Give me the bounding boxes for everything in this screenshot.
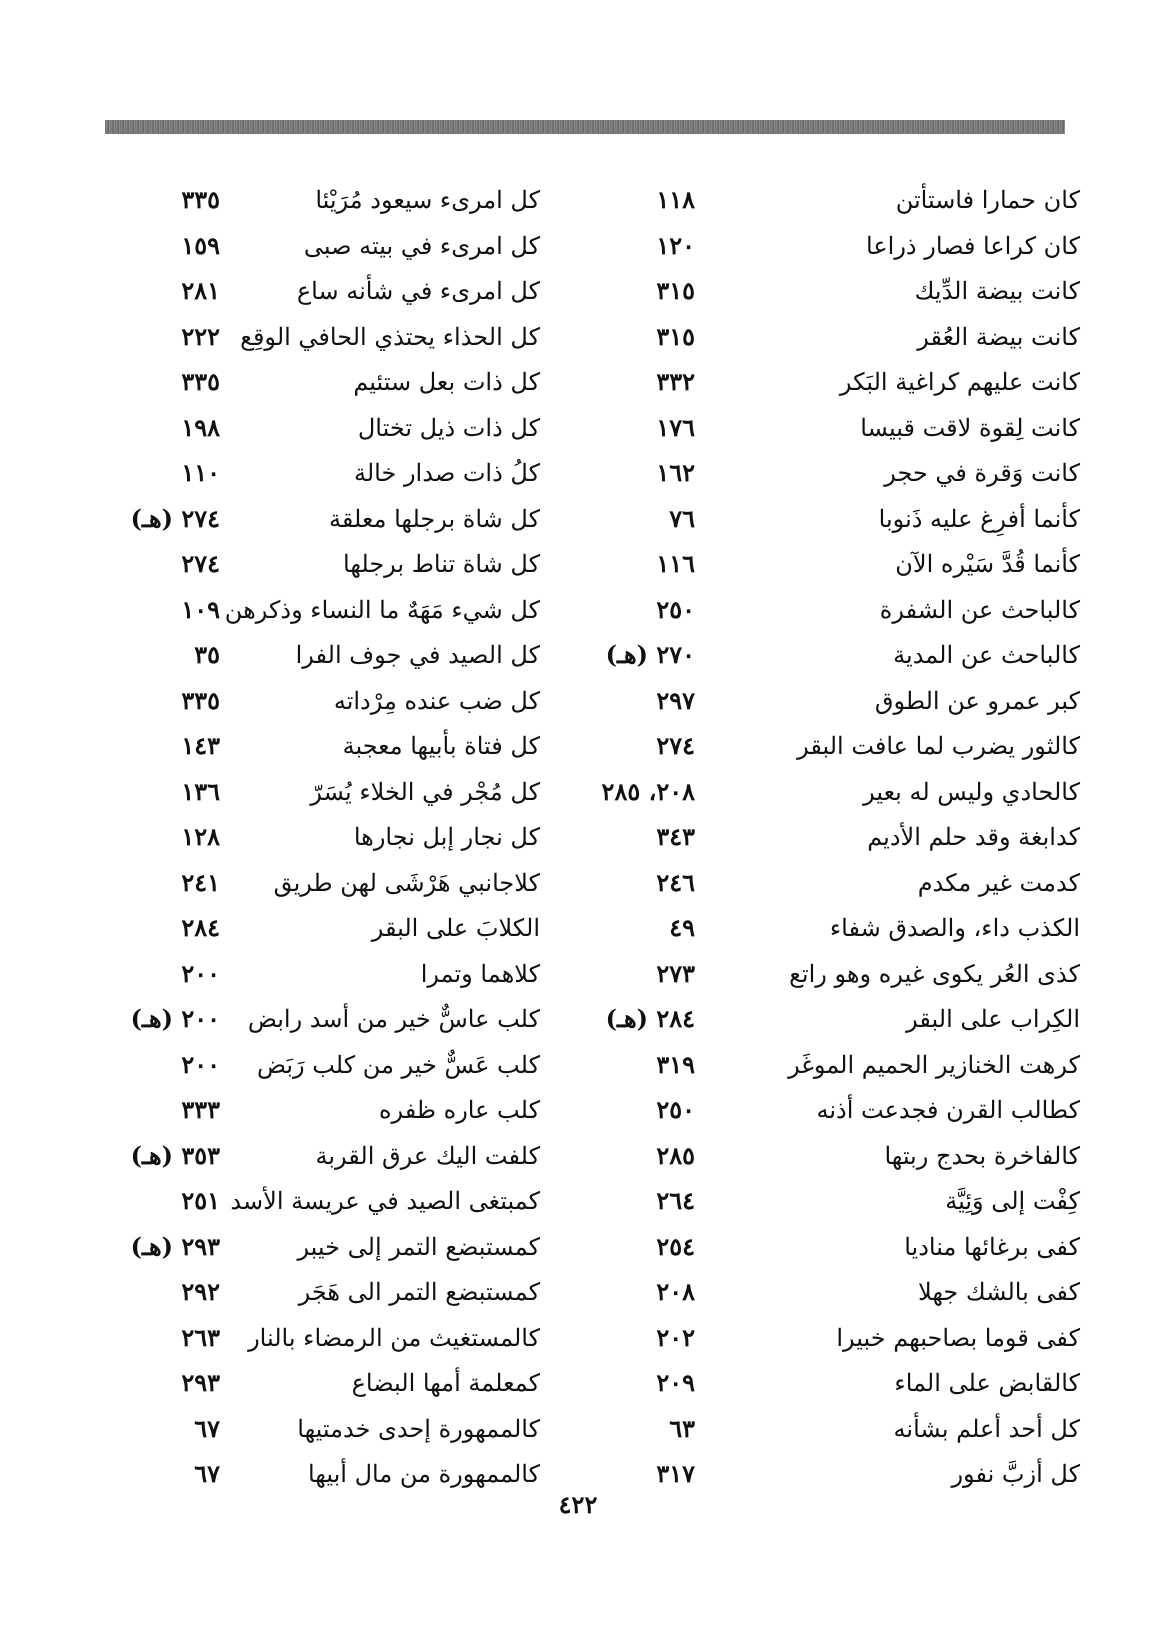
entry-text: كفى قوما بصاحبهم خبيرا — [836, 1323, 1080, 1352]
entry-text: كل ذات ذيل تختال — [357, 413, 540, 442]
index-entry — [595, 1181, 1080, 1227]
index-entry — [105, 1409, 580, 1455]
index-entry — [105, 863, 580, 909]
index-entry — [105, 1227, 580, 1273]
entry-page-ref: ٣١٩ — [656, 1049, 695, 1079]
entry-page-ref: ٢٠٠ (هـ) — [130, 1004, 220, 1033]
entry-text: كالباحث عن المدية — [893, 641, 1080, 669]
index-entry — [595, 362, 1080, 408]
index-entry — [105, 772, 580, 818]
entry-text: الكلابَ على البقر — [371, 914, 540, 942]
index-entry — [595, 772, 1080, 818]
index-entry — [595, 1318, 1080, 1364]
entry-page-ref: ١٩٨ — [181, 412, 220, 442]
index-entry — [105, 180, 580, 226]
page-number: ٤٢٢ — [558, 1490, 598, 1519]
entry-page-ref: ٢٠٨، ٢٨٥ — [601, 776, 695, 806]
entry-text: كل فتاة بأبيها معجبة — [342, 732, 540, 760]
entry-text: كلب عاره ظفره — [378, 1096, 540, 1124]
entry-text: كالممهورة إحدى خدمتيها — [297, 1414, 540, 1443]
entry-text: كانت لِقوة لاقت قبيسا — [860, 413, 1080, 442]
entry-page-ref: ٢٠٠ — [181, 958, 220, 988]
entry-text: كمستبضع التمر إلى خيبر — [297, 1232, 540, 1261]
entry-text: الكذب داء، والصدق شفاء — [829, 914, 1080, 942]
entry-page-ref: ٢٤١ — [181, 867, 220, 897]
entry-page-ref: ٦٧ — [194, 1459, 220, 1488]
entry-text: كبر عمرو عن الطوق — [874, 686, 1080, 715]
entry-page-ref: ٢٩٧ — [656, 685, 695, 715]
index-entry — [105, 999, 580, 1045]
entry-page-ref: ٣١٥ — [656, 276, 695, 305]
index-entry — [105, 1272, 580, 1318]
entry-text: كانت وَقرة في حجر — [884, 459, 1080, 487]
index-entry — [105, 1363, 580, 1409]
index-entry — [595, 1136, 1080, 1182]
entry-text: كلفت اليك عرق القربة — [315, 1141, 540, 1170]
entry-page-ref: ٤٩ — [669, 913, 695, 942]
entry-text: كأنما أفرِغ عليه ذَنوبا — [878, 504, 1080, 533]
index-entry — [105, 453, 580, 499]
entry-page-ref: ١١٠ — [181, 458, 220, 487]
index-entry — [595, 1227, 1080, 1273]
entry-page-ref: ١٢٠ — [656, 230, 695, 260]
index-entry — [595, 681, 1080, 727]
entry-page-ref: ٢٥٤ — [656, 1231, 695, 1261]
index-entry — [595, 544, 1080, 590]
entry-page-ref: ١٢٨ — [181, 822, 220, 851]
index-entry — [105, 408, 580, 454]
entry-text: كالقابض على الماء — [894, 1369, 1080, 1397]
entry-text: كان كراعا فصار ذراعا — [866, 231, 1080, 260]
entry-text: كِفْت إلى وَئِيَّة — [945, 1187, 1080, 1215]
entry-page-ref: ٣٣٥ — [181, 685, 220, 715]
entry-text: كلب عاسٌّ خير من أسد رابض — [247, 1005, 540, 1033]
entry-text: كل أزبَّ نفور — [951, 1460, 1080, 1488]
entry-text: كل امرىء في بيته صبى — [303, 231, 540, 260]
index-entry — [105, 499, 580, 545]
entry-text: كأنما قُدَّ سَيْره الآن — [895, 550, 1080, 578]
entry-text: كالباحث عن الشفرة — [879, 595, 1080, 624]
entry-text: كمستبضع التمر الى هَجَر — [298, 1278, 540, 1306]
entry-page-ref: ٢٥٠ — [656, 594, 695, 624]
entry-text: كلاهما وتمرا — [420, 959, 540, 988]
entry-page-ref: ٢٠٨ — [656, 1277, 695, 1306]
index-column-right — [595, 180, 1080, 1500]
entry-text: كفى بالشك جهلا — [918, 1278, 1080, 1306]
entry-text: كدمت غير مكدم — [917, 868, 1080, 897]
entry-page-ref: ٢٦٣ — [181, 1322, 220, 1352]
entry-text: كمبتغى الصيد في عريسة الأسد — [230, 1187, 540, 1215]
entry-text: كانت بيضة الدِّيك — [914, 277, 1080, 305]
entry-page-ref: ٢٨٤ (هـ) — [605, 1004, 695, 1033]
entry-page-ref: ٢٧٤ — [656, 731, 695, 760]
index-entry — [595, 817, 1080, 863]
entry-text: كفى برغائها مناديا — [904, 1232, 1080, 1261]
entry-page-ref: ٧٦ — [669, 503, 695, 533]
entry-page-ref: ٣٥٣ (هـ) — [130, 1140, 220, 1170]
index-entry — [105, 726, 580, 772]
index-entry — [105, 908, 580, 954]
entry-page-ref: ١٧٦ — [656, 412, 695, 442]
index-entry — [105, 1136, 580, 1182]
entry-page-ref: ٢٥١ — [181, 1186, 220, 1215]
entry-text: كالحادي وليس له بعير — [863, 777, 1080, 806]
index-entry — [105, 362, 580, 408]
entry-page-ref: ٢٨٤ — [181, 913, 220, 942]
index-entry — [595, 999, 1080, 1045]
index-entry — [595, 317, 1080, 363]
entry-page-ref: ١٠٩ — [181, 594, 220, 624]
entry-page-ref: ٢٧٤ (هـ) — [130, 503, 220, 533]
entry-text: كل مُجْر في الخلاء يُسَرّ — [310, 777, 540, 806]
entry-text: كل شاة برجلها معلقة — [329, 504, 540, 533]
entry-text: كل الصيد في جوف الفرا — [295, 641, 540, 669]
index-entry — [595, 1090, 1080, 1136]
entry-page-ref: ٣١٧ — [656, 1459, 695, 1488]
entry-page-ref: ٦٧ — [194, 1413, 220, 1443]
entry-page-ref: ٢٧٤ — [181, 549, 220, 578]
entry-page-ref: ٦٣ — [669, 1413, 695, 1443]
entry-page-ref: ١١٨ — [656, 185, 695, 214]
index-entry — [595, 1045, 1080, 1091]
entry-page-ref: ٢٨١ — [181, 276, 220, 305]
entry-text: كل ضب عنده مِرْداته — [333, 686, 540, 715]
entry-page-ref: ٢٤٦ — [656, 867, 695, 897]
entry-page-ref: ٢٠٠ — [181, 1049, 220, 1079]
entry-text: كل شيء مَهَهٌ ما النساء وذكرهن — [224, 595, 540, 624]
entry-page-ref: ٢٠٩ — [656, 1368, 695, 1397]
entry-page-ref: ٢٥٠ — [656, 1095, 695, 1124]
entry-text: كالثور يضرب لما عافت البقر — [797, 732, 1080, 760]
entry-text: كل امرىء سيعود مُرَيْئا — [315, 186, 540, 214]
index-entry — [105, 271, 580, 317]
index-entry — [595, 1409, 1080, 1455]
index-entry — [595, 590, 1080, 636]
index-entry — [595, 954, 1080, 1000]
index-entry — [595, 1363, 1080, 1409]
entry-page-ref: ١٥٩ — [181, 230, 220, 260]
index-entry — [595, 863, 1080, 909]
entry-page-ref: ٢٩٣ — [181, 1368, 220, 1397]
entry-page-ref: ٣٤٣ — [656, 822, 695, 851]
index-entry — [595, 453, 1080, 499]
entry-page-ref: ١٤٣ — [181, 731, 220, 760]
entry-text: كدابغة وقد حلم الأديم — [867, 823, 1080, 851]
entry-text: كمعلمة أمها البضاع — [351, 1369, 540, 1397]
entry-page-ref: ٣٣٢ — [656, 367, 695, 396]
entry-page-ref: ٢٧٣ — [656, 958, 695, 988]
entry-text: كانت بيضة العُقر — [917, 322, 1080, 351]
index-entry — [105, 681, 580, 727]
entry-text: كل نجار إبل نجارها — [353, 823, 540, 851]
entry-page-ref: ٢٨٥ — [656, 1140, 695, 1170]
entry-text: كانت عليهم كراغية البَكر — [839, 368, 1080, 396]
entry-page-ref: ٢٧٠ (هـ) — [605, 640, 695, 669]
entry-page-ref: ٢٩٣ (هـ) — [130, 1231, 220, 1261]
entry-page-ref: ٢٠٢ — [656, 1322, 695, 1352]
index-entry — [105, 544, 580, 590]
entry-text: كان حمارا فاستأتن — [895, 186, 1080, 214]
index-entry — [105, 954, 580, 1000]
index-entry — [105, 226, 580, 272]
index-entry — [595, 635, 1080, 681]
entry-page-ref: ٣٣٥ — [181, 185, 220, 214]
index-entry — [105, 1090, 580, 1136]
index-entry — [595, 271, 1080, 317]
entry-text: كلب عَسٌّ خير من كلب رَبَض — [256, 1050, 540, 1079]
entry-text: كالمستغيث من الرمضاء بالنار — [248, 1323, 540, 1352]
entry-text: كلاجانبي هَرْشَى لهن طريق — [273, 868, 540, 897]
index-entry — [595, 726, 1080, 772]
entry-page-ref: ٢٢٢ — [181, 321, 220, 351]
entry-text: كذى العُر يكوى غيره وهو راتع — [789, 959, 1080, 988]
entry-text: كالفاخرة بحدج ربتها — [884, 1141, 1080, 1170]
index-entry — [105, 1181, 580, 1227]
index-entry — [105, 317, 580, 363]
index-entry — [595, 226, 1080, 272]
entry-page-ref: ٢٦٤ — [656, 1186, 695, 1215]
entry-page-ref: ٣٣٥ — [181, 367, 220, 396]
index-entry — [105, 1045, 580, 1091]
entry-text: الكِراب على البقر — [906, 1005, 1080, 1033]
entry-text: كل الحذاء يحتذي الحافي الوقِع — [240, 322, 540, 351]
index-entry — [595, 908, 1080, 954]
entry-page-ref: ٢٩٢ — [181, 1277, 220, 1306]
entry-page-ref: ٣٣٣ — [181, 1095, 220, 1124]
entry-text: كلُ ذات صدار خالة — [354, 459, 540, 487]
index-entry — [105, 817, 580, 863]
header-rule — [105, 120, 1065, 134]
index-entry — [595, 180, 1080, 226]
index-entry — [105, 590, 580, 636]
entry-text: كالممهورة من مال أبيها — [307, 1460, 540, 1488]
entry-page-ref: ٣١٥ — [656, 321, 695, 351]
entry-text: كل امرىء في شأنه ساع — [296, 277, 540, 305]
index-entry — [595, 499, 1080, 545]
entry-page-ref: ١١٦ — [656, 549, 695, 578]
index-entry — [105, 635, 580, 681]
entry-text: كل أحد أعلم بشأنه — [893, 1414, 1080, 1443]
index-column-left — [105, 180, 580, 1500]
index-entry — [105, 1318, 580, 1364]
index-entry — [595, 1272, 1080, 1318]
entry-page-ref: ٣٥ — [194, 640, 220, 669]
entry-text: كل شاة تناط برجلها — [343, 550, 540, 578]
entry-page-ref: ١٣٦ — [181, 776, 220, 806]
index-entry — [595, 408, 1080, 454]
entry-text: كل ذات بعل ستئيم — [353, 368, 540, 396]
entry-text: كرهت الخنازير الحميم الموغَر — [788, 1050, 1080, 1079]
entry-page-ref: ١٦٢ — [656, 458, 695, 487]
entry-text: كطالب القرن فجدعت أذنه — [816, 1096, 1080, 1124]
